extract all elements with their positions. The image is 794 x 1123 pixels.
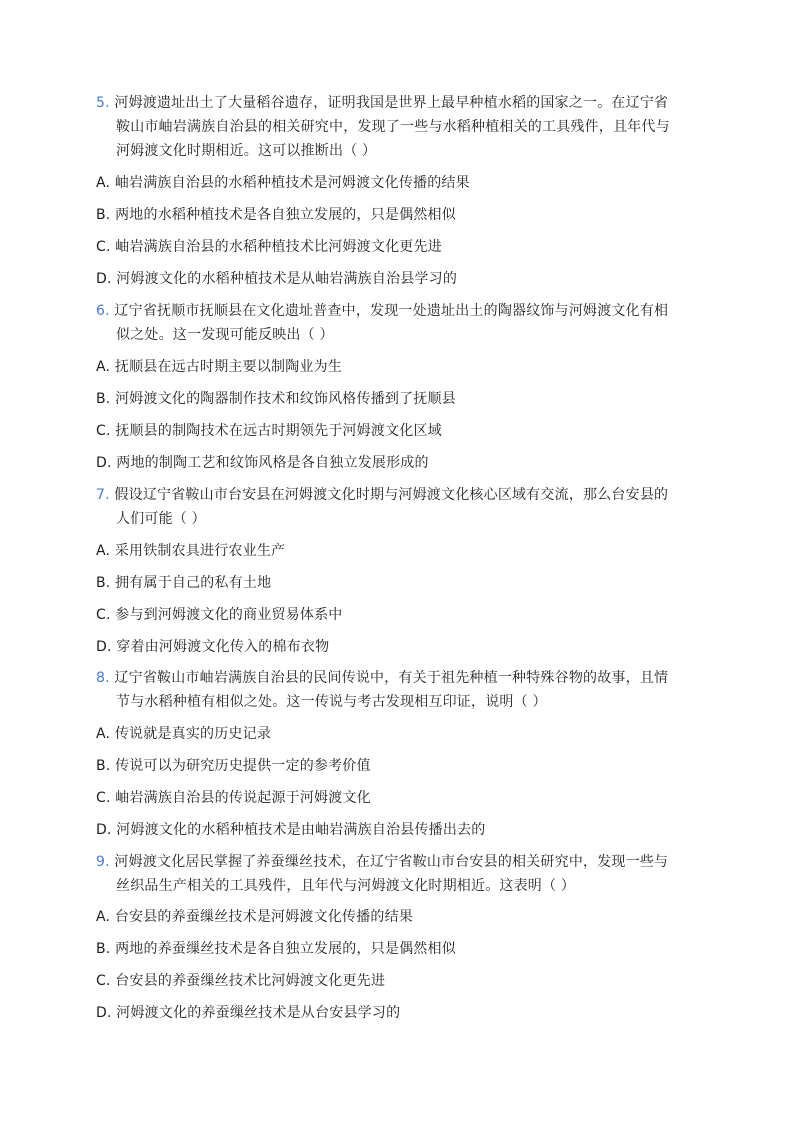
question-7-option-b[interactable]: B. 拥有属于自己的私有土地 (96, 575, 272, 591)
question-5-option-d[interactable]: D. 河姆渡文化的水稻种植技术是从岫岩满族自治县学习的 (96, 271, 458, 287)
question-7-option-a[interactable]: A. 采用铁制农具进行农业生产 (96, 543, 286, 559)
question-7-stem-line-1 (96, 484, 706, 506)
question-8-stem-text-1: 辽宁省鞍山市岫岩满族自治县的民间传说中，有关于祖先种植一种特殊谷物的故事，且情 (114, 670, 669, 686)
question-5-stem-line-3: 河姆渡文化时期相近。这可以推断出（ ） (116, 143, 377, 159)
question-8-number: 8. (96, 670, 110, 686)
question-6-option-b[interactable]: B. 河姆渡文化的陶器制作技术和纹饰风格传播到了抚顺县 (96, 391, 456, 407)
question-6-stem-line-2: 似之处。这一发现可能反映出（ ） (116, 327, 334, 343)
question-8-stem-line-2: 节与水稻种植有相似之处。这一传说与考古发现相互印证，说明（ ） (116, 694, 547, 710)
question-9-option-b[interactable]: B. 两地的养蚕缫丝技术是各自独立发展的，只是偶然相似 (96, 941, 456, 957)
question-5-stem-line-1 (96, 92, 706, 114)
question-6-number: 6. (96, 303, 110, 319)
question-7-option-d[interactable]: D. 穿着由河姆渡文化传入的棉布衣物 (96, 639, 330, 655)
question-6-stem-line-1 (96, 300, 706, 322)
question-8-option-a[interactable]: A. 传说就是真实的历史记录 (96, 726, 272, 742)
question-5-option-b[interactable]: B. 两地的水稻种植技术是各自独立发展的，只是偶然相似 (96, 207, 456, 223)
question-5-option-c[interactable]: C. 岫岩满族自治县的水稻种植技术比河姆渡文化更先进 (96, 239, 442, 255)
question-5-stem-text-1: 河姆渡遗址出土了大量稻谷遗存，证明我国是世界上最早种植水稻的国家之一。在辽宁省 (114, 95, 669, 111)
question-9-stem-line-1 (96, 851, 706, 873)
question-6-stem-text-1: 辽宁省抚顺市抚顺县在文化遗址普查中，发现一处遗址出土的陶器纹饰与河姆渡文化有相 (114, 303, 669, 319)
question-9-option-c[interactable]: C. 台安县的养蚕缫丝技术比河姆渡文化更先进 (96, 973, 386, 989)
question-6-option-c[interactable]: C. 抚顺县的制陶技术在远古时期领先于河姆渡文化区域 (96, 423, 442, 439)
question-9-option-a[interactable]: A. 台安县的养蚕缫丝技术是河姆渡文化传播的结果 (96, 909, 414, 925)
question-9-option-d[interactable]: D. 河姆渡文化的养蚕缫丝技术是从台安县学习的 (96, 1005, 401, 1021)
question-8-option-c[interactable]: C. 岫岩满族自治县的传说起源于河姆渡文化 (96, 790, 371, 806)
question-7-number: 7. (96, 487, 110, 503)
question-7-stem-line-2: 人们可能（ ） (116, 511, 206, 527)
question-6-option-a[interactable]: A. 抚顺县在远古时期主要以制陶业为生 (96, 359, 343, 375)
question-9-stem-line-2: 丝织品生产相关的工具残件，且年代与河姆渡文化时期相近。这表明（ ） (116, 878, 576, 894)
question-5-option-a[interactable]: A. 岫岩满族自治县的水稻种植技术是河姆渡文化传播的结果 (96, 175, 470, 191)
question-6-option-d[interactable]: D. 两地的制陶工艺和纹饰风格是各自独立发展形成的 (96, 455, 429, 471)
question-7-stem-text-1: 假设辽宁省鞍山市台安县在河姆渡文化时期与河姆渡文化核心区域有交流，那么台安县的 (114, 487, 669, 503)
question-7-option-c[interactable]: C. 参与到河姆渡文化的商业贸易体系中 (96, 607, 343, 623)
question-9-number: 9. (96, 854, 110, 870)
question-9-stem-text-1: 河姆渡文化居民掌握了养蚕缫丝技术，在辽宁省鞍山市台安县的相关研究中，发现一些与 (114, 854, 669, 870)
question-8-stem-line-1 (96, 667, 706, 689)
question-8-option-d[interactable]: D. 河姆渡文化的水稻种植技术是由岫岩满族自治县传播出去的 (96, 822, 486, 838)
question-5-number: 5. (96, 95, 110, 111)
question-8-option-b[interactable]: B. 传说可以为研究历史提供一定的参考价值 (96, 758, 371, 774)
question-5-stem-line-2: 鞍山市岫岩满族自治县的相关研究中，发现了一些与水稻种植相关的工具残件，且年代与 (116, 119, 670, 135)
